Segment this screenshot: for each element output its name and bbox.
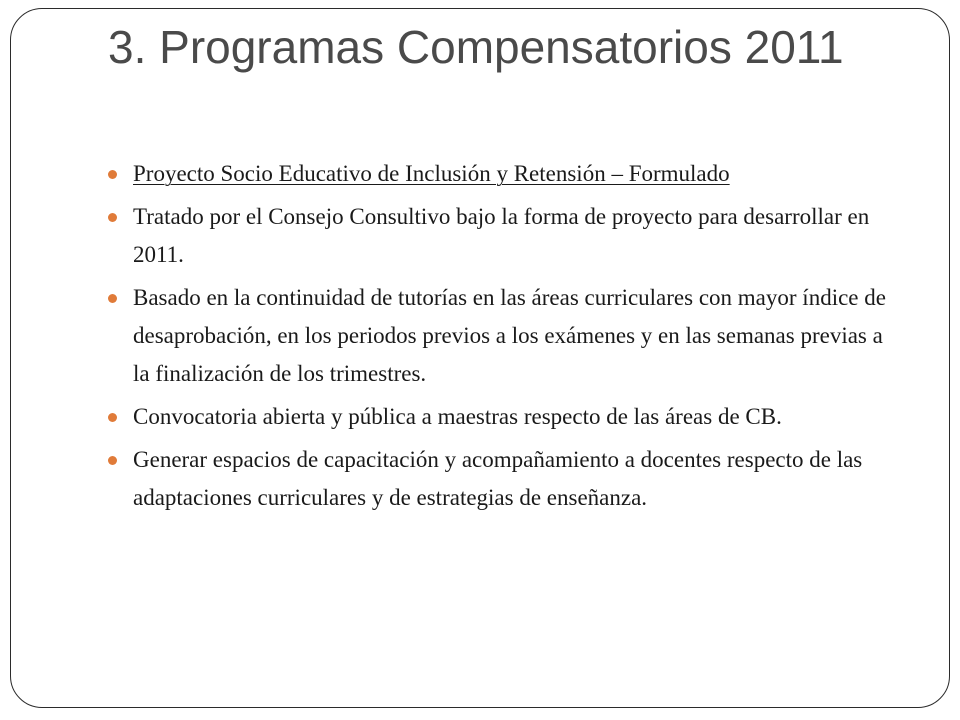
bullet-text-5: Generar espacios de capacitación y acompañamiento a docentes respecto de las adaptaciones curriculares y de estrategias de enseñanza. [133, 447, 863, 510]
bullet-list [108, 155, 888, 522]
bullet-text-4: Convocatoria abierta y pública a maestras respecto de las áreas de CB. [133, 404, 782, 429]
slide-title: 3. Programas Compensatorios 2011 [108, 21, 844, 73]
bullet-item-4 [108, 398, 888, 436]
bullet-item-3 [108, 279, 888, 393]
bullet-text-2: Tratado por el Consejo Consultivo bajo la forma de proyecto para desarrollar en 2011. [133, 204, 870, 267]
bullet-dot-icon [108, 413, 117, 422]
bullet-item-5 [108, 441, 888, 517]
bullet-item-2 [108, 198, 888, 274]
bullet-dot-icon [108, 213, 117, 222]
bullet-dot-icon [108, 456, 117, 465]
bullet-text-3: Basado en la continuidad de tutorías en las áreas curriculares con mayor índice de desaprobación, en los periodos previos a los exámenes y en las semanas previas a la finalización de los trimestres. [133, 285, 886, 386]
bullet-dot-icon [108, 170, 117, 179]
bullet-item-1 [108, 155, 888, 193]
bullet-text-1: Proyecto Socio Educativo de Inclusión y Retensión – Formulado [133, 161, 730, 186]
bullet-dot-icon [108, 294, 117, 303]
